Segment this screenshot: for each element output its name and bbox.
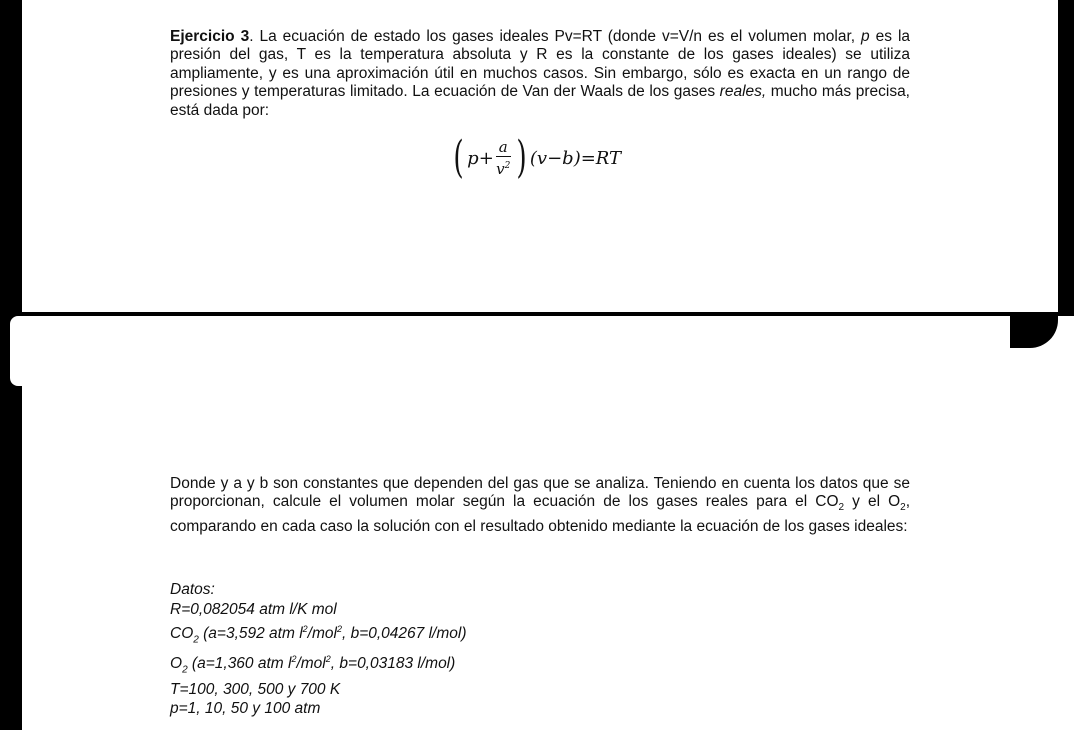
datos-co2: $CO_2$ (a=3,592 atm $l^2/mol^2$, b=0,04267 l/mol) xyxy=(170,623,467,645)
fraction-numerator: a xyxy=(496,138,511,157)
intro-paragraph xyxy=(170,28,910,120)
formula-rest: (v−b)=RT xyxy=(529,147,622,169)
intro-text-b: es la presión del gas, T es la temperatura absoluta y R es la constante de los gases ideales) se utiliza ampliamente, y es una aproximación útil en muchos casos. Sin embargo, sólo es exacta en un rango de presiones y temperaturas limitado. La ecuación de Van der Waals de los gases xyxy=(170,28,911,101)
question-paragraph: Donde y a y b son constantes que dependen del gas que se analiza. Teniendo en cuenta los datos que se proporcionan, calcule el volumen molar según la ecuación de los gases reales para el $CO_2$ y el $O_2$, comparando en cada caso la solución con el resultado obtenido mediante la ecuación de los gases ideales: xyxy=(170,475,911,535)
datos-T: T=100, 300, 500 y 700 K xyxy=(170,680,341,698)
left-paren: ( xyxy=(453,132,464,183)
datos-block xyxy=(170,580,466,719)
datos-title: Datos: xyxy=(170,581,215,598)
right-dark-edge xyxy=(1058,0,1074,316)
van-der-waals-equation xyxy=(450,132,621,184)
left-page-tab xyxy=(10,316,22,386)
formula-p: p+ xyxy=(467,147,494,169)
datos-p: p=1, 10, 50 y 100 atm xyxy=(170,700,321,718)
intro-reales: reales, xyxy=(719,83,767,101)
intro-text-a: . La ecuación de estado los gases ideales Pv=RT (donde v=V/n es el volumen molar, xyxy=(249,28,862,45)
intro-text-c: mucho más precisa, está dada por: xyxy=(170,83,910,119)
intro-p-var: p xyxy=(861,28,870,45)
fraction-denominator: $v^2$ xyxy=(496,160,511,178)
datos-R: R=0,082054 atm l/K mol xyxy=(170,600,337,618)
datos-o2: $O_2$ (a=1,360 atm $l^2/mol^2$, b=0,03183 l/mol) xyxy=(170,653,456,675)
exercise-heading: Ejercicio 3 xyxy=(170,28,250,45)
right-paren: ) xyxy=(516,132,527,183)
formula-fraction xyxy=(496,138,511,178)
